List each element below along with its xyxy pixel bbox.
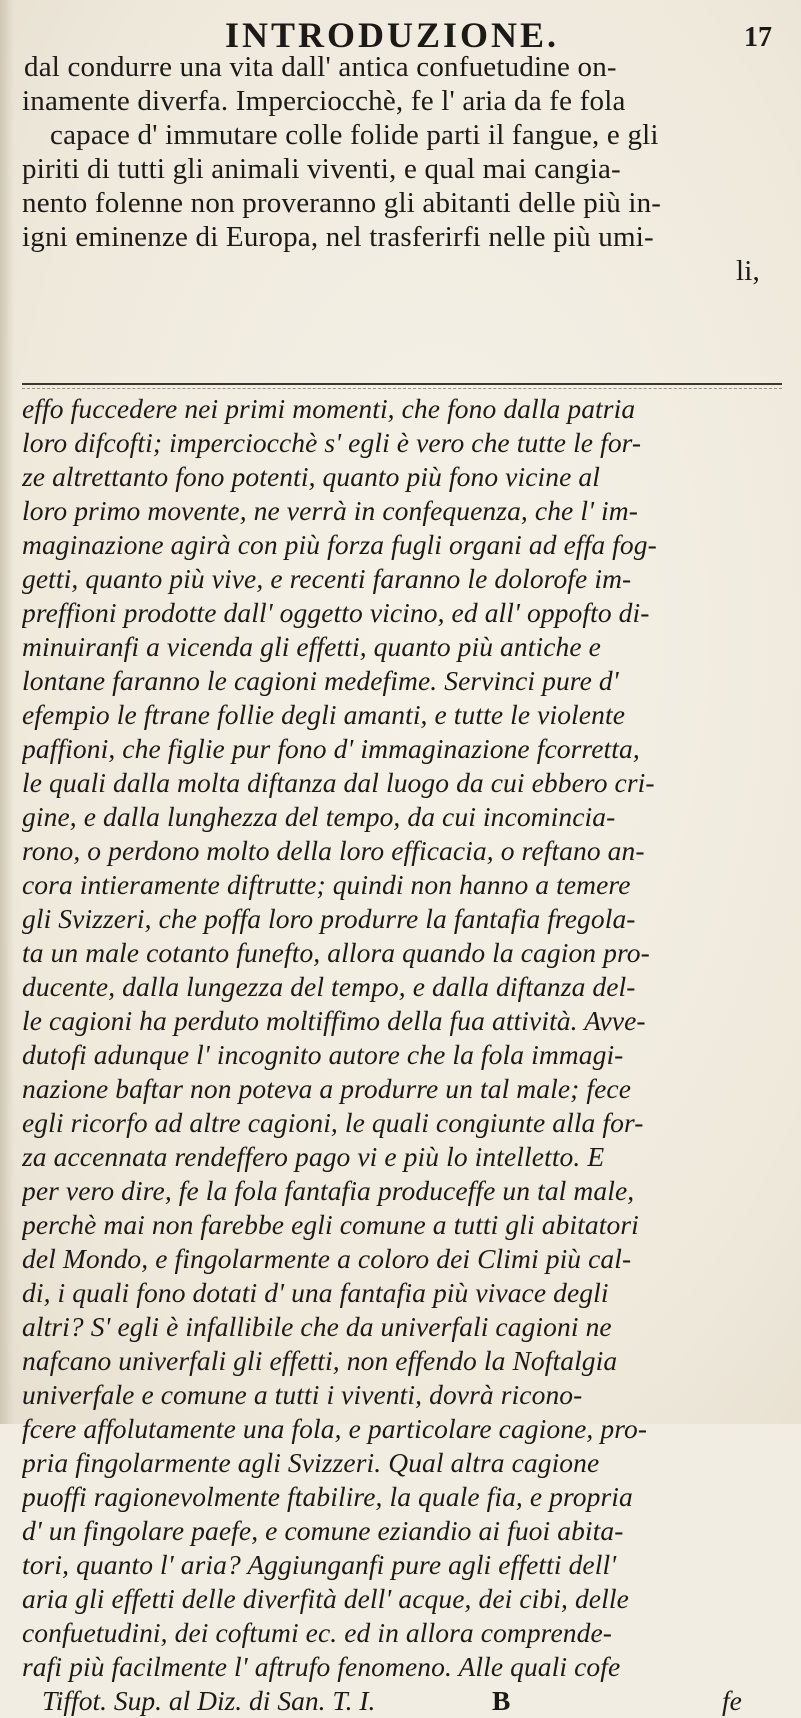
note-line: fcere affolutamente una fola, e particolare cagione, pro-: [22, 1413, 648, 1444]
note-line: cora intieramente diftrutte; quindi non hanno a temere: [22, 869, 631, 900]
page-gutter-shadow: [0, 0, 14, 1424]
note-line: puoffi ragionevolmente ftabilire, la quale fia, e propria: [22, 1481, 633, 1512]
note-line: dutofi adunque l' incognito autore che la fola immagi-: [22, 1039, 624, 1070]
main-text-block: [22, 50, 782, 288]
main-line: li,: [736, 255, 760, 287]
note-line: univerfale e comune a tutti i viventi, dovrà ricono-: [22, 1379, 583, 1410]
note-line: confuetudini, dei coftumi ec. ed in allora comprende-: [22, 1617, 613, 1648]
note-line: minuiranfi a vicenda gli effetti, quanto più antiche e: [22, 631, 601, 662]
note-line: preffioni prodotte dall' oggetto vicino, ed all' oppofto di-: [22, 597, 650, 628]
note-line: loro primo movente, ne verrà in confequenza, che l' im-: [22, 495, 638, 526]
footnote-divider: [22, 383, 782, 385]
footnote-text-block: [22, 392, 782, 1718]
note-line: nafcano univerfali gli effetti, non effendo la Noftalgia: [22, 1345, 618, 1376]
signature-mark: B: [492, 1685, 511, 1716]
note-line: loro difcofti; imperciocchè s' egli è vero che tutte le for-: [22, 427, 642, 458]
main-line: capace d' immutare colle folide parti il fangue, e gli: [50, 119, 659, 151]
note-line: altri? S' egli è infallibile che da univerfali cagioni ne: [22, 1311, 612, 1342]
note-line: lontane faranno le cagioni medefime. Servinci pure d': [22, 665, 619, 696]
note-line: aria gli effetti delle diverfità dell' acque, dei cibi, delle: [22, 1583, 629, 1614]
catchword: fe: [722, 1685, 742, 1716]
note-line: gli Svizzeri, che poffa loro produrre la fantafia fregola-: [22, 903, 636, 934]
main-line: dal condurre una vita dall' antica confuetudine on-: [24, 51, 617, 83]
note-line: efempio le ftrane follie degli amanti, e tutte le violente: [22, 699, 625, 730]
note-line: perchè mai non farebbe egli comune a tutti gli abitatori: [22, 1209, 639, 1240]
main-line: inamente diverfa. Imperciocchè, fe l' aria da fe fola: [22, 85, 626, 117]
footer-reference: Tiffot. Sup. al Diz. di San. T. I.: [42, 1685, 376, 1716]
note-line: nazione baftar non poteva a produrre un tal male; fece: [22, 1073, 632, 1104]
note-line: paffioni, che figlie pur fono d' immaginazione fcorretta,: [22, 733, 640, 764]
note-line: ducente, dalla lungezza del tempo, e dalla diftanza del-: [22, 971, 636, 1002]
note-line: d' un fingolare paefe, e comune eziandio ai fuoi abita-: [22, 1515, 624, 1546]
main-line: igni eminenze di Europa, nel trasferirfi nelle più umi-: [22, 221, 654, 253]
note-line: del Mondo, e fingolarmente a coloro dei Climi più cal-: [22, 1243, 632, 1274]
note-line: maginazione agirà con più forza fugli organi ad effa fog-: [22, 529, 657, 560]
page-number: 17: [744, 22, 772, 53]
note-line: rono, o perdono molto della loro efficacia, o reftano an-: [22, 835, 645, 866]
note-line: getti, quanto più vive, e recenti faranno le dolorofe im-: [22, 563, 632, 594]
note-line: za accennata rendeffero pago vi e più lo intelletto. E: [22, 1141, 605, 1172]
note-line: di, i quali fono dotati d' una fantafia più vivace degli: [22, 1277, 609, 1308]
note-line: effo fuccedere nei primi momenti, che fono dalla patria: [22, 393, 636, 424]
note-line: rafi più facilmente l' aftrufo fenomeno. Alle quali cofe: [22, 1651, 621, 1682]
note-line: ze altrettanto fono potenti, quanto più fono vicine al: [22, 461, 600, 492]
note-line: le cagioni ha perduto moltiffimo della fua attività. Avve-: [22, 1005, 646, 1036]
note-line: pria fingolarmente agli Svizzeri. Qual altra cagione: [22, 1447, 600, 1478]
note-line: tori, quanto l' aria? Aggiunganfi pure agli effetti dell': [22, 1549, 617, 1580]
running-title: INTRODUZIONE.: [225, 15, 560, 55]
page-header: [20, 8, 780, 55]
note-line: ta un male cotanto funefto, allora quando la cagion pro-: [22, 937, 650, 968]
main-line: piriti di tutti gli animali viventi, e qual mai cangia-: [22, 153, 621, 185]
note-line: per vero dire, fe la fola fantafia produceffe un tal male,: [22, 1175, 635, 1206]
note-line: le quali dalla molta diftanza dal luogo da cui ebbero cri-: [22, 767, 655, 798]
note-line: egli ricorfo ad altre cagioni, le quali congiunte alla for-: [22, 1107, 644, 1138]
note-line: gine, e dalla lunghezza del tempo, da cui incomincia-: [22, 801, 616, 832]
main-line: nento folenne non proveranno gli abitanti delle più in-: [22, 187, 662, 219]
footer-line: [22, 1684, 782, 1718]
